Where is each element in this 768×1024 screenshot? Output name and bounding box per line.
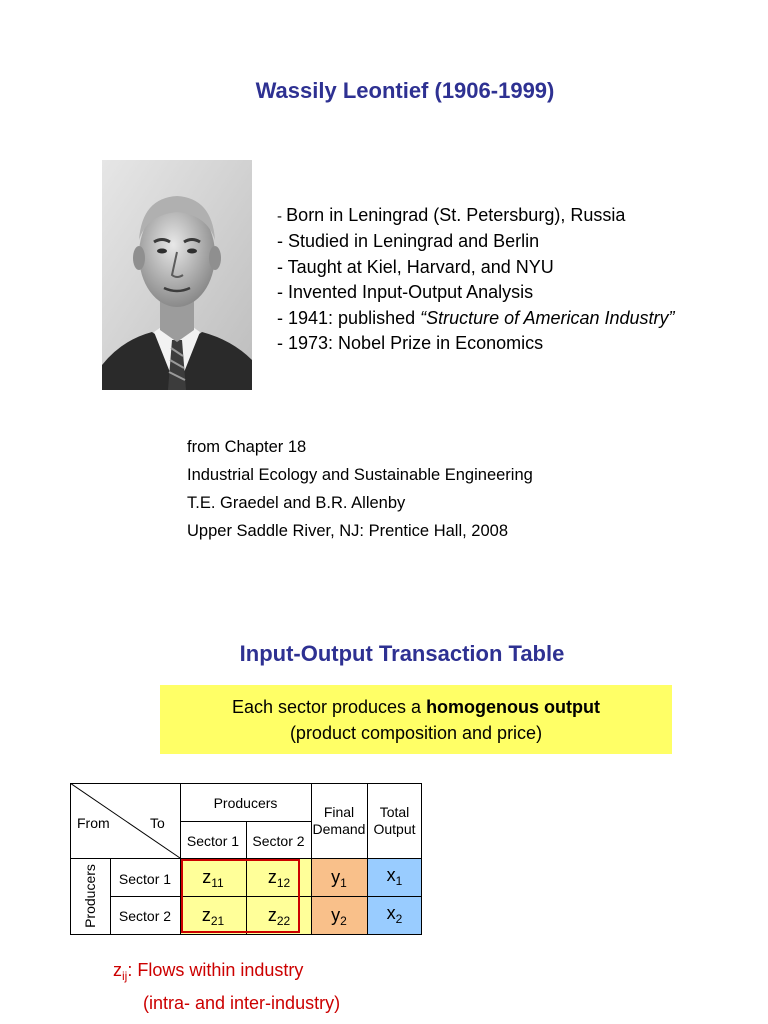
cell-y1: $y_1$ — [311, 858, 367, 896]
bio-item: - 1973: Nobel Prize in Economics — [277, 333, 544, 354]
portrait-photo — [102, 160, 252, 390]
z-definition-note: $z_{ij}$: Flows within industry (intra- and inter-industry) — [113, 960, 341, 1013]
page-title: Wassily Leontief (1906-1999) — [255, 78, 555, 103]
reference-line: Industrial Ecology and Sustainable Engineering — [187, 466, 533, 484]
cell-z11: $z_{11}$ — [180, 858, 246, 896]
cell-x1: $x_1$ — [367, 858, 422, 896]
section-title: Input-Output Transaction Table — [239, 641, 565, 666]
sector1-row-label: Sector 1 — [118, 871, 172, 887]
final-demand-header: Final Demand — [312, 804, 366, 837]
bio-item: - Born in Leningrad (St. Petersburg), Russia — [277, 205, 626, 225]
reference-line: T.E. Graedel and B.R. Allenby — [187, 494, 406, 512]
io-transaction-table — [70, 783, 422, 935]
cell-z22: $z_{22}$ — [246, 896, 367, 934]
reference-line: Upper Saddle River, NJ: Prentice Hall, 2008 — [187, 522, 508, 540]
bio-item: - Studied in Leningrad and Berlin — [277, 231, 540, 252]
bio-list — [277, 203, 675, 356]
bio-item: - Taught at Kiel, Harvard, and NYU — [277, 256, 554, 277]
sector1-header: Sector 1 — [186, 833, 240, 849]
cell-z12: $z_{12}$ — [246, 858, 367, 896]
total-output-header: Total Output — [373, 804, 416, 837]
bio-item: - 1941: published “Structure of American Industry” — [277, 307, 675, 328]
from-label: From — [77, 815, 110, 831]
cell-x2: $x_2$ — [367, 896, 422, 934]
producers-header: Producers — [213, 795, 278, 811]
reference-block — [187, 433, 533, 545]
highlight-box: Each sector produces a homogenous output (product composition and price) — [160, 685, 672, 754]
to-label: To — [150, 815, 165, 831]
reference-line: from Chapter 18 — [187, 438, 307, 456]
sector2-header: Sector 2 — [252, 833, 305, 849]
bio-item: - Invented Input-Output Analysis — [277, 282, 534, 303]
z-block-outline — [181, 859, 300, 933]
producers-row-label: Producers — [82, 864, 98, 928]
cell-z21: $z_{21}$ — [180, 896, 246, 934]
sector2-row-label: Sector 2 — [118, 908, 172, 924]
cell-y2: $y_2$ — [311, 896, 367, 934]
